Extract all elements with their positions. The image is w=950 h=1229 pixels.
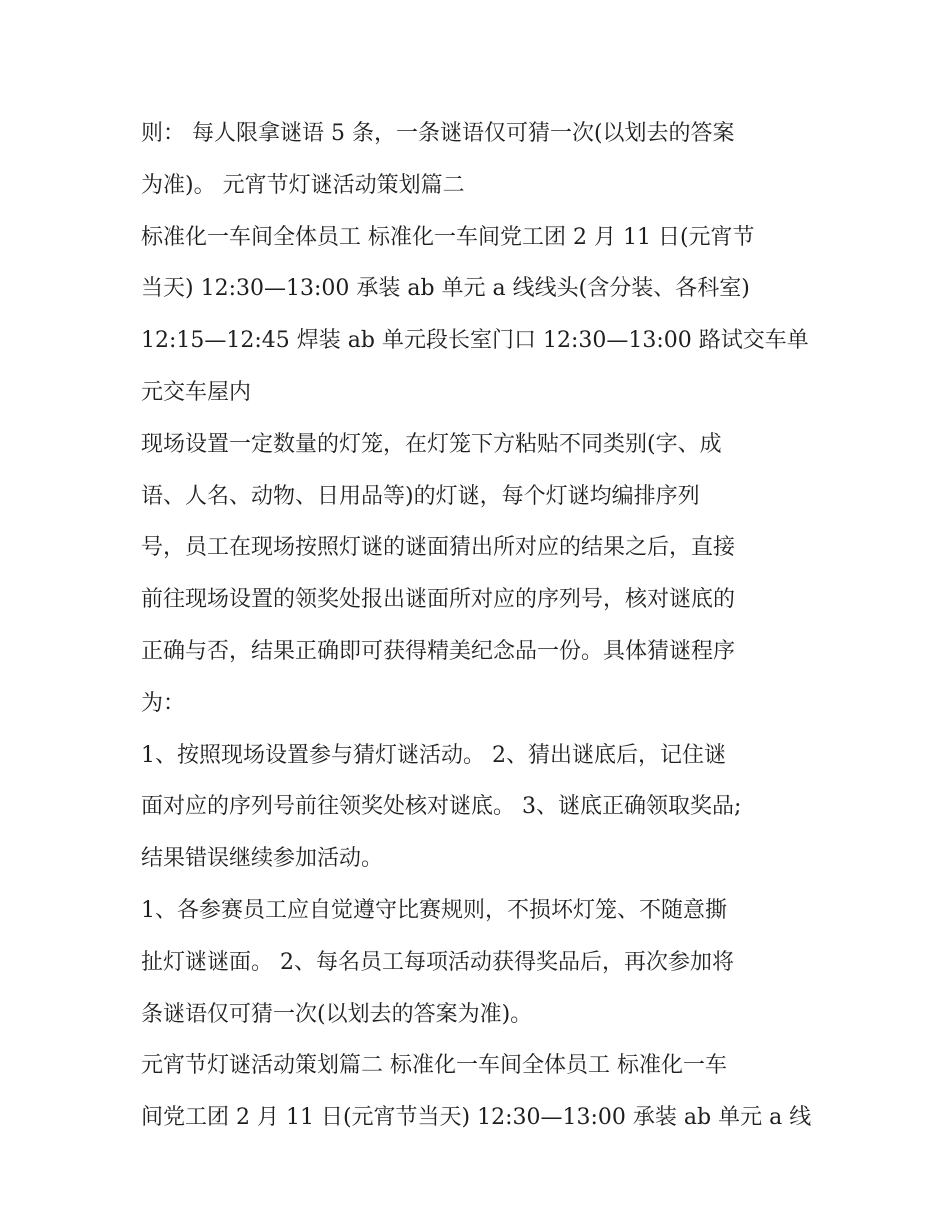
text-line: 面对应的序列号前往领奖处核对谜底。 3、谜底正确领取奖品; [141, 794, 742, 820]
text-line: 扯灯谜谜面。 2、每名员工每项活动获得奖品后，再次参加将 [141, 949, 734, 975]
text-line: 正确与否，结果正确即可获得精美纪念品一份。具体猜谜程序 [141, 638, 736, 664]
text-line: 当天) 12:30—13:00 承装 ab 单元 a 线线头(含分装、各科室) [141, 276, 750, 302]
document-body [141, 108, 821, 1144]
text-line: 间党工团 2 月 11 日(元宵节当天) 12:30—13:00 承装 ab 单元 a 线 [141, 1105, 812, 1131]
text-line: 结果错误继续参加活动。 [141, 846, 384, 872]
text-line: 元宵节灯谜活动策划篇二 标准化一车间全体员工 标准化一车 [141, 1053, 727, 1079]
text-line: 1、按照现场设置参与猜灯谜活动。 2、猜出谜底后，记住谜 [141, 742, 726, 768]
text-line: 则： 每人限拿谜语 5 条，一条谜语仅可猜一次(以划去的答案 [141, 121, 735, 146]
text-line: 为准)。 元宵节灯谜活动策划篇二 [141, 172, 465, 198]
text-line: 前往现场设置的领奖处报出谜面所对应的序列号，核对谜底的 [141, 587, 736, 613]
text-line: 元交车屋内 [141, 379, 252, 405]
text-line: 为： [141, 690, 186, 716]
text-line: 现场设置一定数量的灯笼，在灯笼下方粘贴不同类别(字、成 [141, 431, 722, 457]
text-line: 1、各参赛员工应自觉遵守比赛规则，不损坏灯笼、不随意撕 [141, 897, 727, 923]
text-line: 语、人名、动物、日用品等)的灯谜，每个灯谜均编排序列 [141, 483, 700, 509]
text-line: 号，员工在现场按照灯谜的谜面猜出所对应的结果之后，直接 [141, 535, 736, 561]
text-line: 标准化一车间全体员工 标准化一车间党工团 2 月 11 日(元宵节 [141, 224, 755, 250]
text-line: 12:15—12:45 焊装 ab 单元段长室门口 12:30—13:00 路试交车单 [141, 328, 809, 354]
text-line: 条谜语仅可猜一次(以划去的答案为准)。 [141, 1001, 533, 1027]
